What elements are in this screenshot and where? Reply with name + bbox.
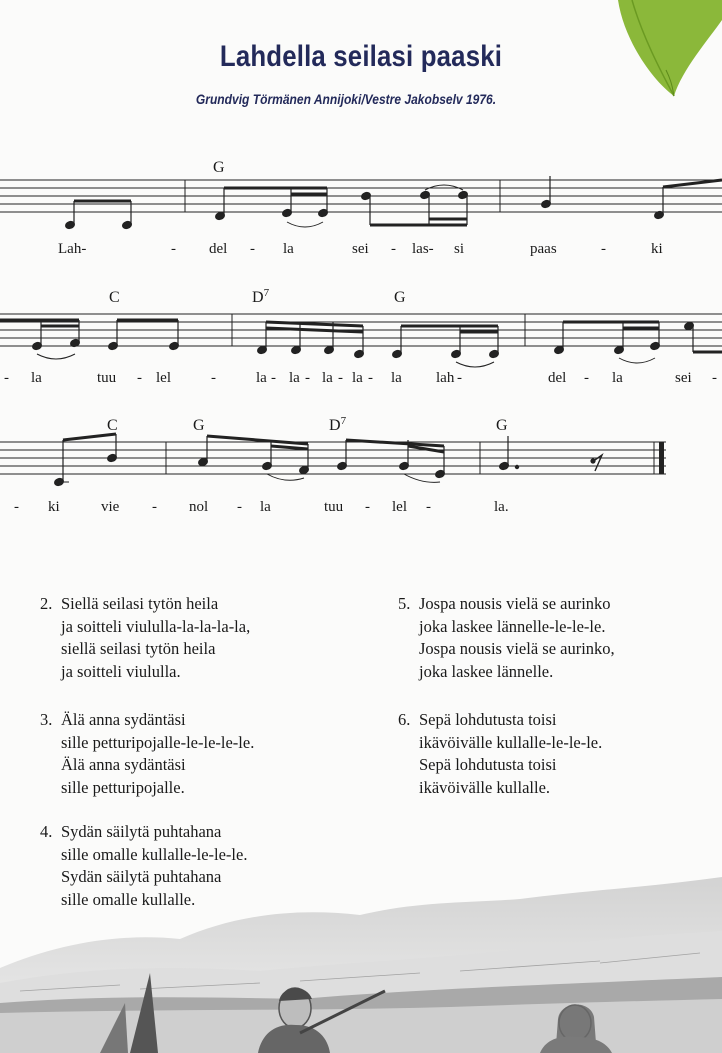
lyric: la <box>31 370 42 386</box>
lyric: la <box>260 499 271 515</box>
lyric: - <box>426 499 431 515</box>
lyric: - <box>601 241 606 257</box>
lyric: - <box>365 499 370 515</box>
verse-line: sille petturipojalle-le-le-le-le. <box>61 732 255 752</box>
lyric: paas <box>530 241 557 257</box>
lyric: Lah- <box>58 241 87 257</box>
lyric: nol <box>189 499 209 515</box>
lyric: sei <box>352 241 369 257</box>
verse-number: 4. <box>40 822 53 841</box>
staff-system-1 <box>0 180 722 212</box>
lyric: ki <box>651 241 663 257</box>
verse-line: ja soitteli viululla-la-la-la-la, <box>61 616 251 636</box>
lyric: - <box>237 499 242 515</box>
lyric: tuu <box>324 499 344 515</box>
lyric: - <box>457 370 462 386</box>
verse-line: Sydän säilytä puhtahana <box>61 867 222 886</box>
lyric: lel <box>156 370 171 386</box>
chord-g-3a: G <box>193 417 205 434</box>
chord-g-3b: G <box>496 417 508 434</box>
lyric: sei <box>675 370 692 386</box>
verse-line: Jospa nousis vielä se aurinko, <box>419 639 615 658</box>
verse-line: sille omalle kullalle-le-le-le. <box>61 844 248 864</box>
song-title: Lahdella seilasi paaski <box>219 40 503 73</box>
lyric: del <box>209 241 228 257</box>
chord-d7-3: $D^7$ <box>329 415 347 434</box>
notes-system-2 <box>0 320 722 367</box>
verse-3 <box>40 709 254 799</box>
lyric: las- <box>412 241 434 257</box>
lyric: - <box>271 370 276 386</box>
verse-6 <box>398 709 602 799</box>
lyric: - <box>712 370 717 386</box>
verse-line: Siellä seilasi tytön heila <box>61 594 219 613</box>
staff-system-2 <box>0 314 722 346</box>
lyric: - <box>14 499 19 515</box>
lyric: - <box>584 370 589 386</box>
lyric: - <box>250 241 255 257</box>
verse-number: 5. <box>398 594 411 613</box>
verse-line: ikävöivälle kullalle. <box>419 777 551 797</box>
lyric: - <box>338 370 343 386</box>
lyric: - <box>368 370 373 386</box>
staff-system-3 <box>0 442 666 474</box>
verse-line: joka laskee lännelle-le-le-le. <box>419 616 606 636</box>
notes-system-1 <box>65 176 722 230</box>
lyric: la <box>289 370 300 386</box>
lyric: tuu <box>97 370 117 386</box>
lyric: la. <box>494 499 509 515</box>
verse-line: siellä seilasi tytön heila <box>61 639 216 658</box>
verse-line: joka laskee lännelle. <box>419 661 554 681</box>
verse-line: Sepä lohdutusta toisi <box>419 710 557 729</box>
lyric: lah <box>436 370 455 386</box>
lyric: - <box>305 370 310 386</box>
verse-line: Jospa nousis vielä se aurinko <box>419 594 611 613</box>
chord-d7-2: $D^7$ <box>252 287 270 306</box>
lyric: - <box>211 370 216 386</box>
lyric: la <box>612 370 623 386</box>
lyric: - <box>152 499 157 515</box>
verse-number: 6. <box>398 710 411 729</box>
lyric: - <box>171 241 176 257</box>
verse-number: 2. <box>40 594 53 613</box>
chord-c-2: C <box>109 289 120 306</box>
chord-c-3: C <box>107 417 118 434</box>
verse-line: ikävöivälle kullalle-le-le-le. <box>419 732 603 752</box>
landscape-illustration <box>0 873 722 1053</box>
verse-line: sille petturipojalle. <box>61 777 185 797</box>
lyric: la <box>322 370 333 386</box>
lyric: si <box>454 241 465 257</box>
verse-line: Sydän säilytä puhtahana <box>61 822 222 841</box>
song-subtitle: Grundvig Törmänen Annijoki/Vestre Jakobselv 1976. <box>195 91 497 107</box>
verse-line: ja soitteli viululla. <box>61 661 181 681</box>
lyric: la <box>283 241 294 257</box>
lyric: la <box>391 370 402 386</box>
lyric: - <box>391 241 396 257</box>
lyric: - <box>4 370 9 386</box>
verse-line: sille omalle kullalle. <box>61 889 196 909</box>
lyric: vie <box>101 499 120 515</box>
lyric: ki <box>48 499 60 515</box>
chord-g-1: G <box>213 159 225 176</box>
lyric: la <box>256 370 267 386</box>
verse-line: Älä anna sydäntäsi <box>61 710 186 729</box>
verse-number: 3. <box>40 710 53 729</box>
lyric: - <box>137 370 142 386</box>
verse-line: Sepä lohdutusta toisi <box>419 755 557 774</box>
lyric: del <box>548 370 567 386</box>
verse-5 <box>398 593 615 683</box>
verse-line: Älä anna sydäntäsi <box>61 755 186 774</box>
lyric: lel <box>392 499 407 515</box>
verse-2 <box>40 593 250 683</box>
lyric: la <box>352 370 363 386</box>
chord-g-2: G <box>394 289 406 306</box>
